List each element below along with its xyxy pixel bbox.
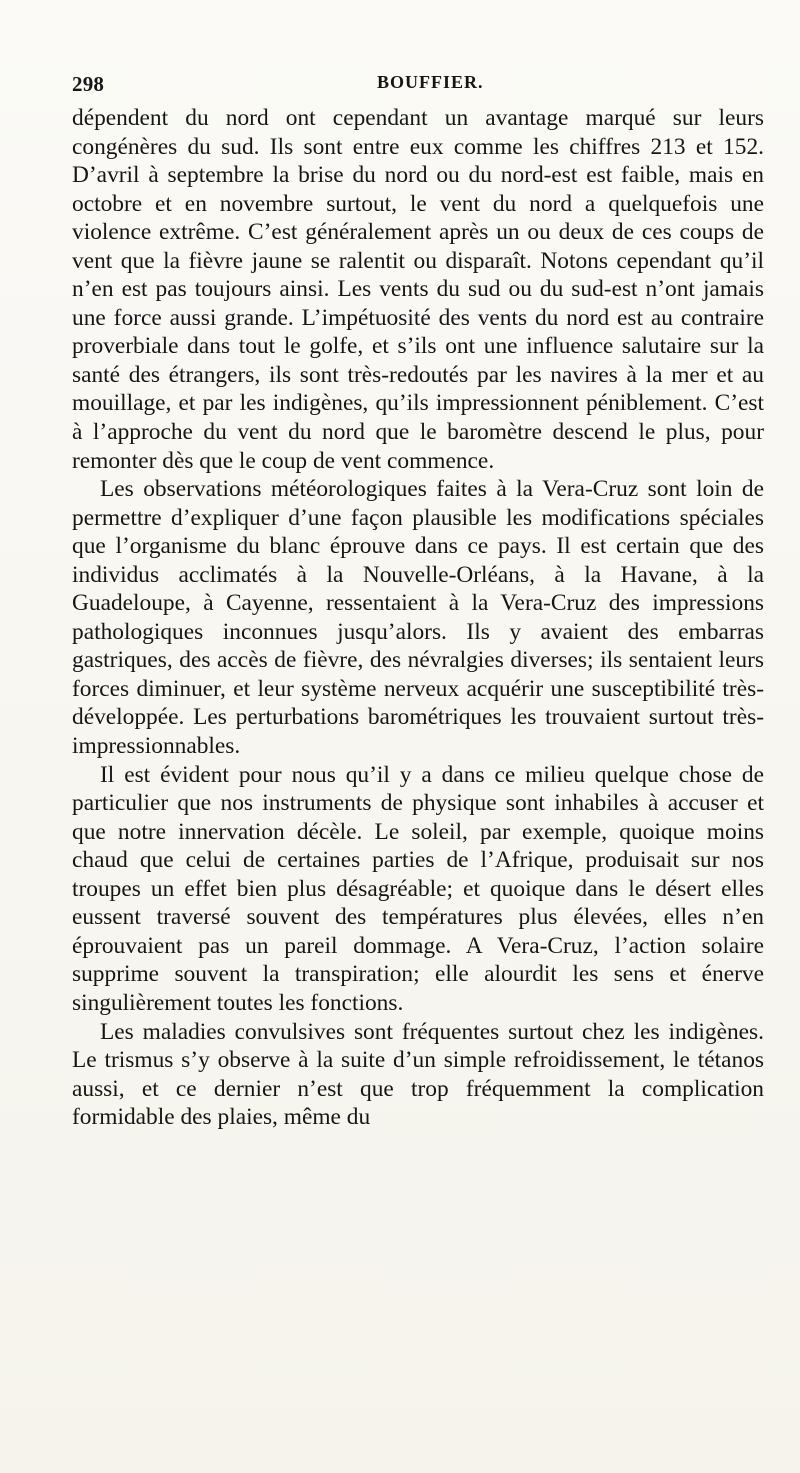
page-number: 298	[72, 72, 105, 96]
body-text	[72, 104, 764, 1453]
paragraph-meteorological-observations: Les observations météorologiques faites à la Vera-Cruz sont loin de permettre d’expliquer d’une façon plausible les modifications spéciales que l’organisme du blanc éprouve dans ce pays. Il est certain que des individus acclimatés à la Nouvelle-Orléans, à la Havane, à la Guadeloupe, à Cayenne, ressentaient à la Vera-Cruz des impressions pathologiques inconnues jusqu’alors. Ils y avaient des embarras gastriques, des accès de fièvre, des névralgies diverses; ils sentaient leurs forces diminuer, et leur système nerveux acquérir une susceptibilité très-développée. Les perturbations barométriques les trouvaient surtout très-impressionnables.	[72, 476, 764, 760]
page-header	[72, 72, 758, 96]
running-head: BOUFFIER.	[377, 72, 484, 92]
paragraph-continued: dépendent du nord ont cependant un avantage marqué sur leurs congénères du sud. Ils sont entre eux comme les chiffres 213 et 152. D’avril à septembre la brise du nord ou du nord-est est faible, mais en octobre et en novembre surtout, le vent du nord a quelquefois une violence extrême. C’est généralement après un ou deux de ces coups de vent que la fièvre jaune se ralentit ou disparaît. Notons cependant qu’il n’en est pas toujours ainsi. Les vents du sud ou du sud-est n’ont jamais une force aussi grande. L’impétuosité des vents du nord est au contraire proverbiale dans tout le golfe, et s’ils ont une influence salutaire sur la santé des étrangers, ils sont très-redoutés par les navires à la mer et au mouillage, et par les indigènes, qu’ils impressionnent péniblement. C’est à l’approche du vent du nord que le baromètre descend le plus, pour remonter dès que le coup de vent commence.	[72, 105, 764, 474]
paragraph-environment-effects: Il est évident pour nous qu’il y a dans ce milieu quelque chose de particulier que nos instruments de physique sont inhabiles à accuser et que notre innervation décèle. Le soleil, par exemple, quoique moins chaud que celui de certaines parties de l’Afrique, produisait sur nos troupes un effet bien plus désagréable; et quoique dans le désert elles eussent traversé souvent des températures plus élevées, elles n’en éprouvaient pas un pareil dommage. A Vera-Cruz, l’action solaire supprime souvent la transpiration; elle alourdit les sens et énerve singulièrement toutes les fonctions.	[72, 761, 764, 1016]
paragraph-convulsive-diseases: Les maladies convulsives sont fréquentes surtout chez les indigènes. Le trismus s’y observe à la suite d’un simple refroidissement, le tétanos aussi, et ce dernier n’est que trop fréquemment la complication formidable des plaies, même du	[72, 1018, 764, 1131]
